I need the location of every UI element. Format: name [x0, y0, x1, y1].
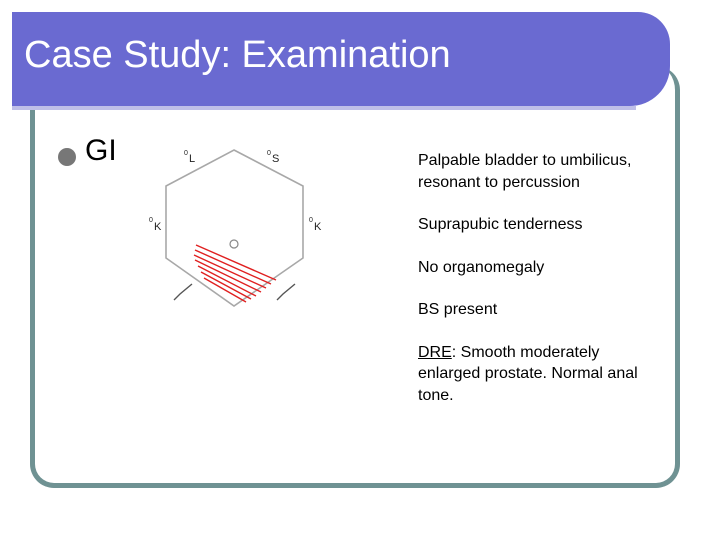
note-bowel-sounds: BS present	[418, 301, 498, 318]
title-bar-shadow	[12, 106, 636, 110]
abdomen-diagram	[140, 140, 340, 320]
label-ml-sup: 0	[149, 217, 153, 224]
hexagon-outline	[166, 150, 303, 306]
slide-title: Case Study: Examination	[24, 34, 451, 76]
tenderness-hatching	[194, 245, 276, 302]
label-ml: K	[154, 221, 162, 233]
label-mr-sup: 0	[309, 217, 313, 224]
label-tl: L	[189, 153, 196, 165]
label-tr: S	[272, 153, 280, 165]
umbilicus-icon	[230, 240, 238, 248]
label-mr: K	[314, 221, 322, 233]
label-tl-sup: 0	[184, 150, 188, 157]
bullet-label: GI	[85, 134, 117, 167]
dre-label: DRE	[418, 343, 452, 361]
note-tenderness: Suprapubic tenderness	[418, 216, 583, 233]
note-organomegaly: No organomegaly	[418, 258, 545, 276]
bullet-dot-icon	[58, 148, 76, 166]
dre-text: : Smooth moderately enlarged prostate. Normal anal tone.	[418, 343, 638, 404]
abdomen-hexagon-svg	[140, 140, 340, 315]
exam-notes	[418, 150, 648, 427]
check-left-icon	[174, 284, 192, 300]
note-dre	[418, 342, 648, 407]
label-tr-sup: 0	[267, 150, 271, 157]
note-bladder: Palpable bladder to umbilicus, resonant to percussion	[418, 152, 632, 191]
check-right-icon	[277, 284, 295, 300]
